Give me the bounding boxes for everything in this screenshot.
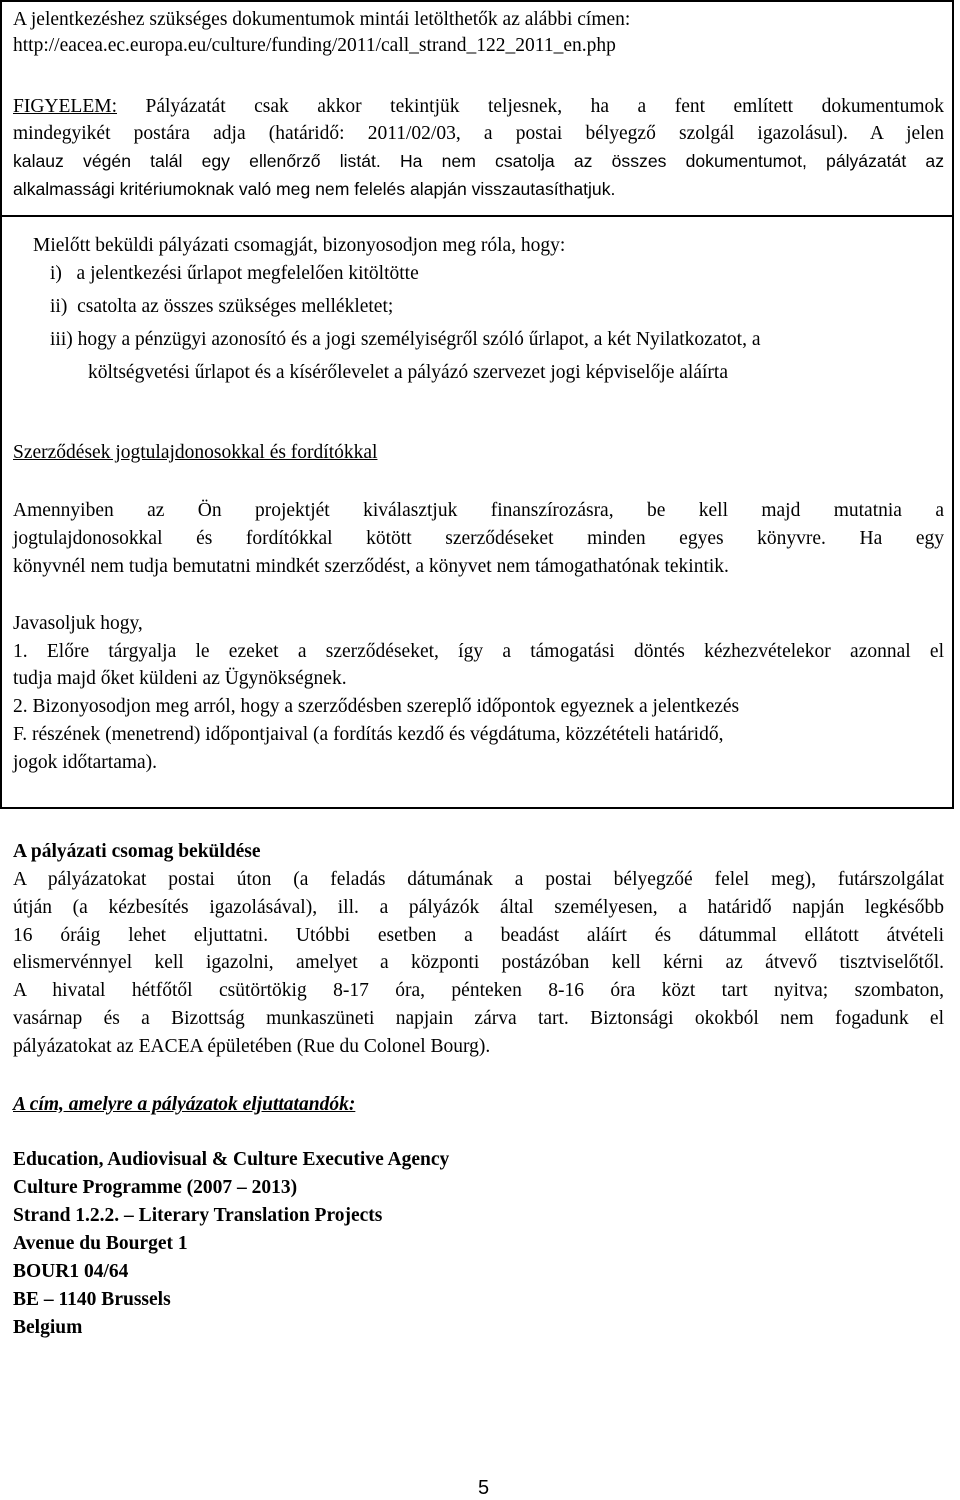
download-link[interactable]: http://eacea.ec.europa.eu/culture/funding/2011/call_strand_122_2011_en.php xyxy=(13,35,616,56)
address-line: BE – 1140 Brussels xyxy=(13,1289,171,1310)
rec-2-line-2: F. részének (menetrend) időpontjaival (a fordítás kezdő és végdátuma, közzétételi határidő, xyxy=(13,724,724,745)
warning-line-1 xyxy=(13,95,944,119)
rec-2-line-3: jogok időtartama). xyxy=(13,752,158,773)
address-heading: A cím, amelyre a pályázatok eljuttatandók: xyxy=(13,1094,356,1115)
contracts-p1-line-2: jogtulajdonosokkal és fordítókkal kötött szerződéseket minden egyes könyvre. Ha egy xyxy=(13,528,944,549)
rec-1-line-2: tudja majd őket küldeni az Ügynökségnek. xyxy=(13,668,347,689)
address-line: Strand 1.2.2. – Literary Translation Projects xyxy=(13,1205,383,1226)
checklist-item-3-cont: költségvetési űrlapot és a kísérőlevelet a pályázó szervezet jogi képviselője aláírta xyxy=(88,362,728,383)
checklist-intro: Mielőtt beküldi pályázati csomagját, bizonyosodjon meg róla, hogy: xyxy=(33,235,566,256)
warning-line-3: kalauz végén talál egy ellenőrző listát. Ha nem csatolja az összes dokumentumot, pályázatát az xyxy=(13,151,944,171)
submission-heading: A pályázati csomag beküldése xyxy=(13,841,261,862)
submission-line: pályázatokat az EACEA épületében (Rue du Colonel Bourg). xyxy=(13,1036,491,1057)
intro-line: A jelentkezéshez szükséges dokumentumok mintái letölthetők az alábbi címen: xyxy=(13,9,631,30)
address-line: Education, Audiovisual & Culture Executive Agency xyxy=(13,1149,450,1170)
address-line: Culture Programme (2007 – 2013) xyxy=(13,1177,298,1198)
warning-line-4: alkalmassági kritériumoknak való meg nem felelés alapján visszautasíthatjuk. xyxy=(13,179,616,199)
page-number: 5 xyxy=(478,1477,490,1499)
submission-line: útján (a kézbesítés igazolásával), ill. a pályázók által személyesen, a határidő napján legkésőbb xyxy=(13,897,944,918)
submission-line: 16 óráig lehet eljuttatni. Utóbbi esetben a beadást aláírt és dátummal ellátott átvételi xyxy=(13,925,944,946)
contracts-heading: Szerződések jogtulajdonosokkal és fordítókkal xyxy=(13,442,378,463)
address-line: Belgium xyxy=(13,1317,83,1338)
recommend-label: Javasoljuk hogy, xyxy=(13,613,143,634)
submission-line: A pályázatokat postai úton (a feladás dátumának a postai bélyegzőé felel meg), futárszolgálat xyxy=(13,869,944,890)
warning-label: FIGYELEM: xyxy=(13,96,117,117)
rec-2-line-1: 2. Bizonyosodjon meg arról, hogy a szerződésben szereplő időpontok egyeznek a jelentkezés xyxy=(13,696,740,717)
warning-line-1-text: Pályázatát csak akkor tekintjük teljesnek, ha a fent említett dokumentumok xyxy=(117,96,944,117)
address-line: Avenue du Bourget 1 xyxy=(13,1233,188,1254)
submission-line: A hivatal hétfőtől csütörtökig 8-17 óra, pénteken 8-16 óra közt tart nyitva; szombaton, xyxy=(13,980,944,1001)
warning-line-2: mindegyikét postára adja (határidő: 2011/02/03, a postai bélyegző szolgál igazolásul). A jelen xyxy=(13,123,944,144)
checklist-item-3: iii) hogy a pénzügyi azonosító és a jogi személyiségről szóló űrlapot, a két Nyilatkozatot, a xyxy=(50,329,761,350)
checklist-item-1: i) a jelentkezési űrlapot megfelelően kitöltötte xyxy=(50,263,419,284)
contracts-p1-line-3: könyvnél nem tudja bemutatni mindkét szerződést, a könyvet nem támogathatónak tekintik. xyxy=(13,556,729,577)
submission-line: vasárnap és a Bizottság munkaszüneti napjain zárva tart. Biztonsági okokból nem fogadunk el xyxy=(13,1008,944,1029)
rec-1-line-1: 1. Előre tárgyalja le ezeket a szerződéseket, így a támogatási döntés kézhezvételekor azonnal el xyxy=(13,641,944,662)
contracts-p1-line-1: Amennyiben az Ön projektjét kiválasztjuk finanszírozásra, be kell majd mutatnia a xyxy=(13,500,944,521)
submission-line: elismervénnyel kell igazolni, amelyet a központi postázóban kell kérni az átvevő tisztviselőtől. xyxy=(13,952,944,973)
checklist-item-2: ii) csatolta az összes szükséges mellékletet; xyxy=(50,296,394,317)
address-line: BOUR1 04/64 xyxy=(13,1261,129,1282)
